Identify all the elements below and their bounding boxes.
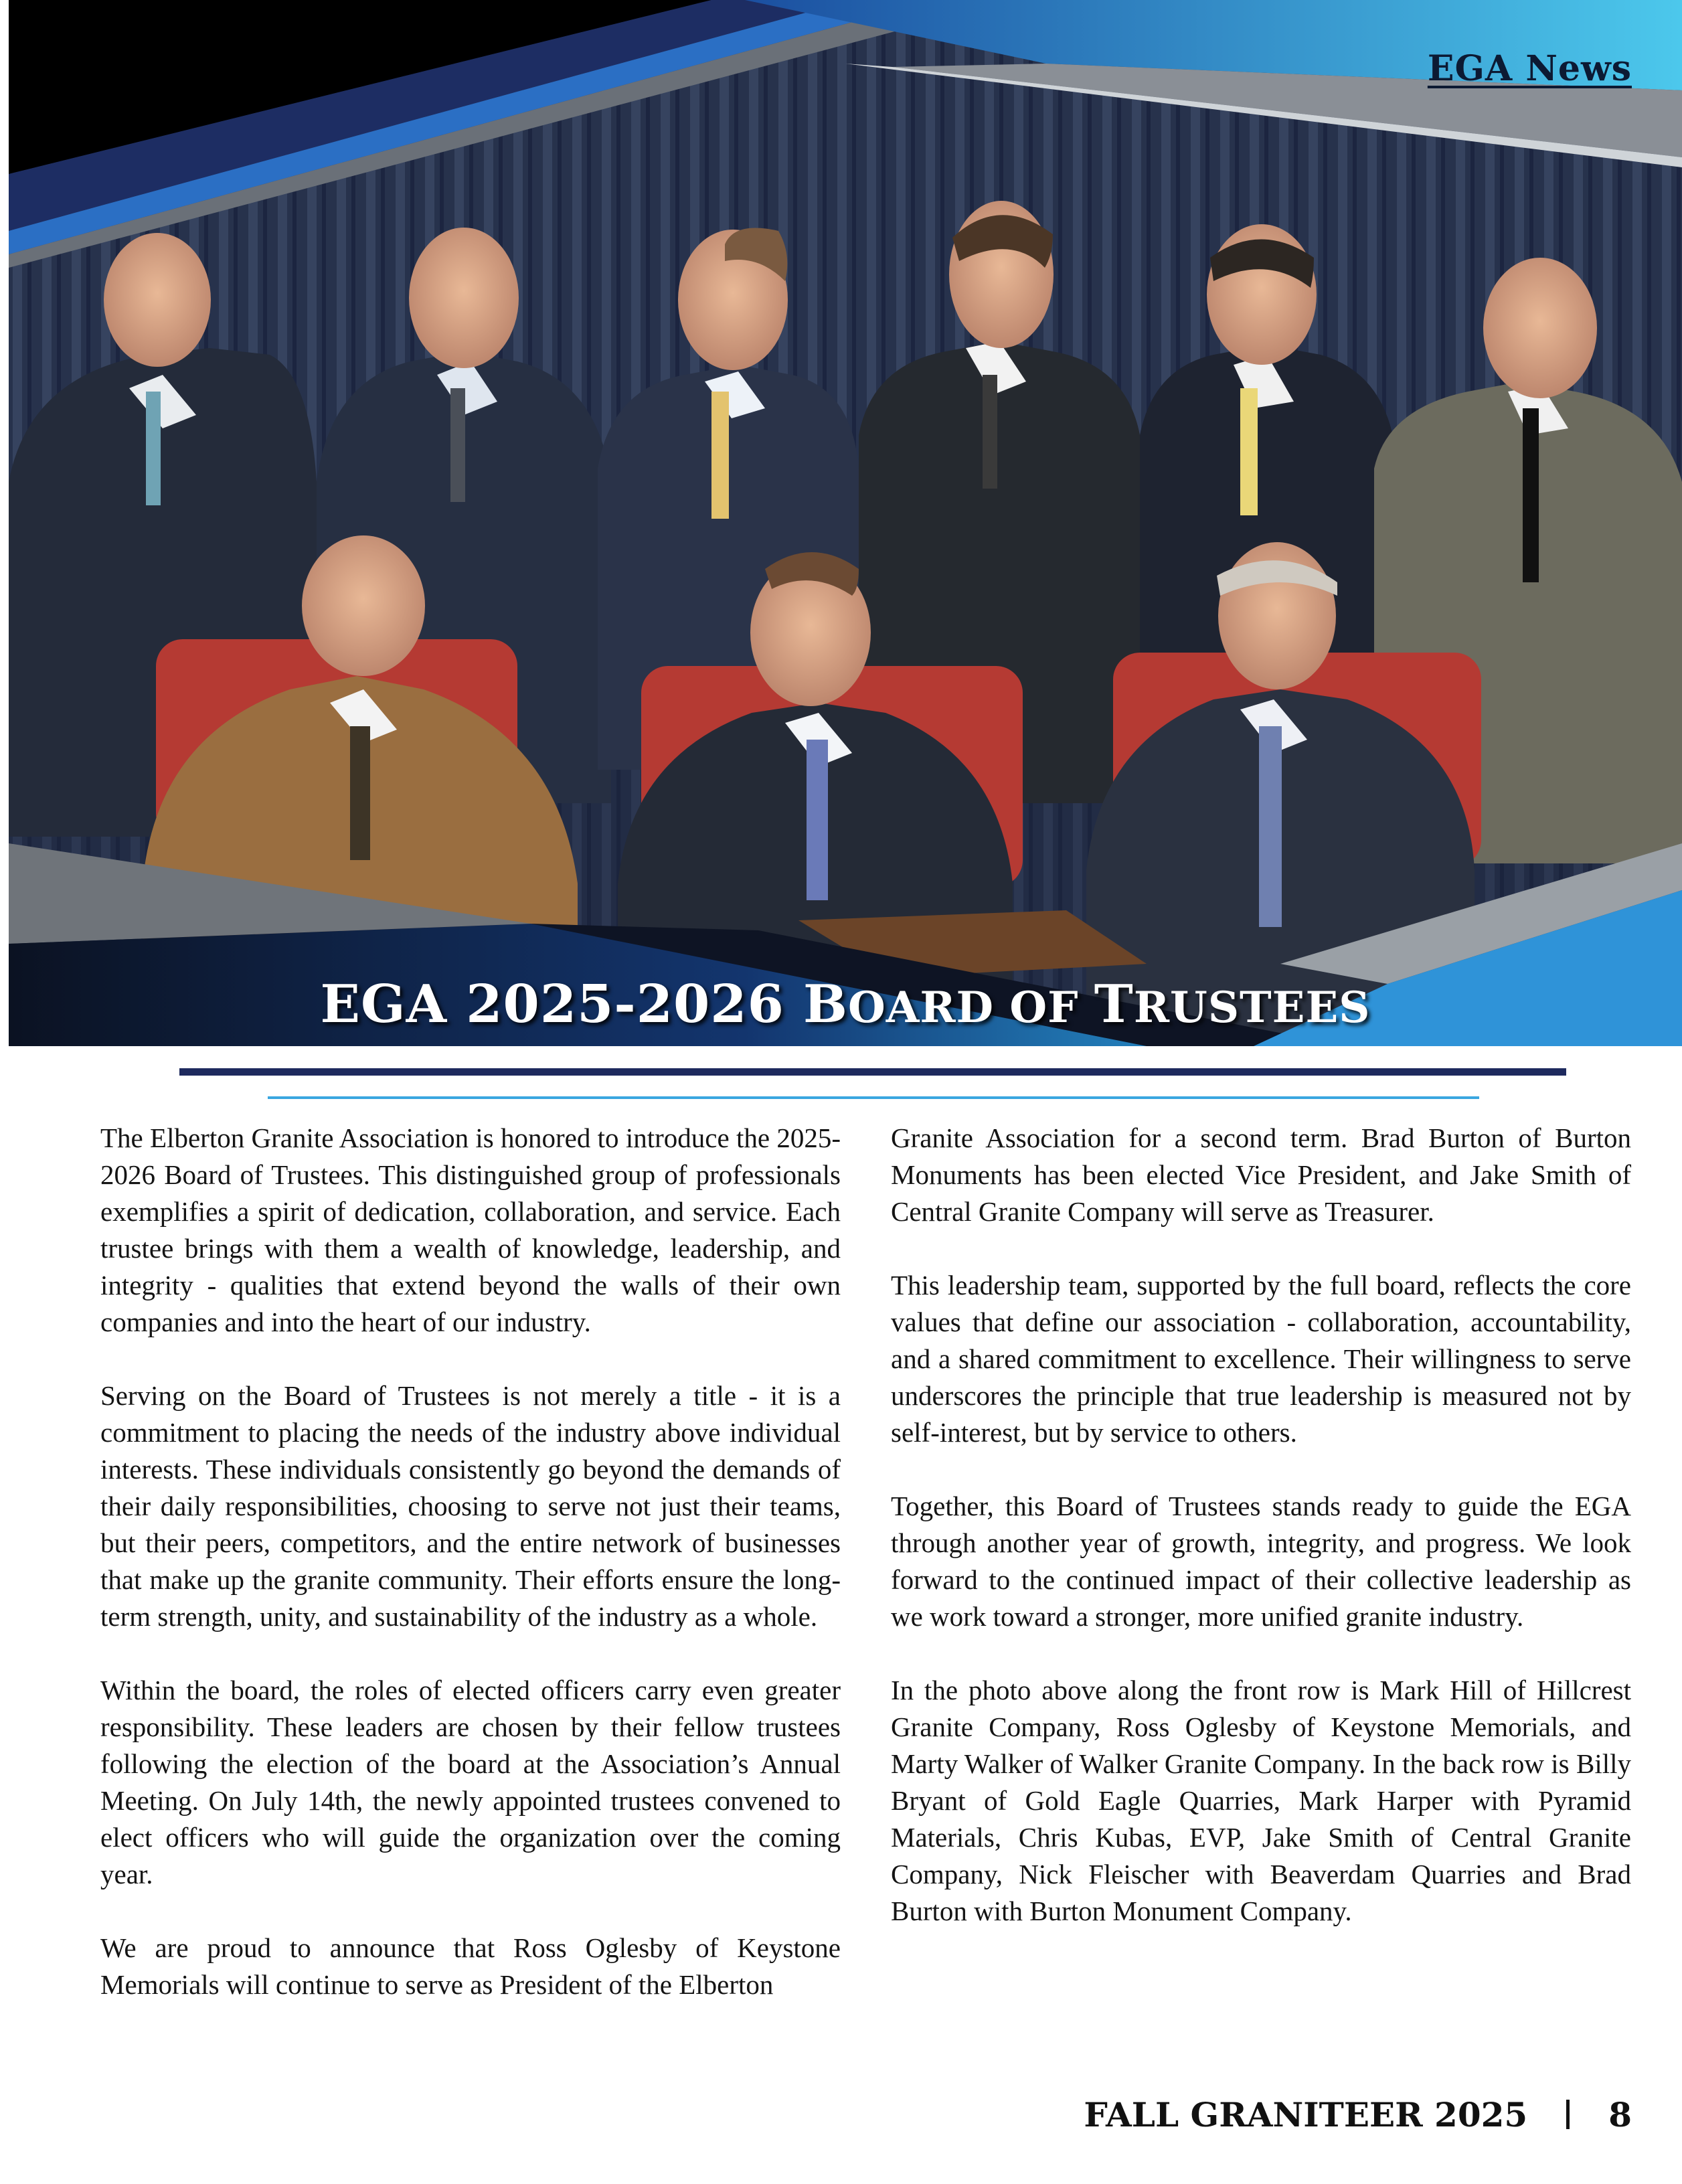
photo-title-rustees: RUSTEES: [1133, 983, 1371, 1033]
paragraph: The Elberton Granite Association is honored to introduce the 2025-2026 Board of Trustees. This distinguished group of professionals exemplifies a spirit of dedication, collaboration, and service. Each trustee brings with them a wealth of knowledge, leadership, and integrity - qualities that extend beyond the walls of their own companies and into the heart of our industry.: [100, 1122, 841, 1337]
article-column-left: [100, 1120, 841, 2040]
article-column-right: [891, 1120, 1631, 1966]
paragraph: Within the board, the roles of elected officers carry even greater responsibility. These leaders are chosen by their fellow trustees following the election of the board at the Association’s Annual Meeting. On July 14th, the newly appointed trustees convened to elect officers who will guide the organization over the coming year.: [100, 1675, 841, 1889]
photo-title-b: B: [803, 974, 848, 1035]
page-number: 8: [1608, 2095, 1632, 2134]
photo-title-of: OF: [1009, 983, 1094, 1033]
photo-title: [9, 974, 1682, 1035]
section-label: EGA News: [1427, 48, 1632, 89]
paragraph: Serving on the Board of Trustees is not merely a title - it is a commitment to placing the needs of the industry above individual interests. These individuals consistently go beyond the demands of their daily responsibilities, choosing to serve not just their teams, but their peers, competitors, and the entire network of businesses that make up the granite community. Their efforts ensure the long-term strength, unity, and sustainability of the industry as a whole.: [100, 1380, 841, 1632]
paragraph: Granite Association for a second term. Brad Burton of Burton Monuments has been elected Vice President, and Jake Smith of Central Granite Company will serve as Treasurer.: [891, 1122, 1631, 1227]
photo-title-prefix: EGA 2025-2026: [320, 974, 803, 1035]
paragraph: In the photo above along the front row is Mark Hill of Hillcrest Granite Company, Ross Oglesby of Keystone Memorials, and Marty Walker of Walker Granite Company. In the back row is Billy Bryant of Gold Eagle Quarries, Mark Harper with Pyramid Materials, Chris Kubas, EVP, Jake Smith of Central Granite Company, Nick Fleischer with Beaverdam Quarries and Brad Burton with Burton Monument Company.: [891, 1675, 1631, 1926]
publication-name: FALL GRANITEER 2025: [1084, 2095, 1528, 2134]
page-footer: [1084, 2095, 1632, 2134]
board-photo: [9, 0, 1682, 1046]
divider-dark: [179, 1068, 1566, 1076]
photo-title-t: T: [1094, 974, 1134, 1035]
paragraph: This leadership team, supported by the full board, reflects the core values that define our association - collaboration, accountability, and a shared commitment to excellence. Their willingness to serve underscores the principle that true leadership is measured not by self-interest, but by service to others.: [891, 1270, 1631, 1448]
paragraph: We are proud to announce that Ross Oglesby of Keystone Memorials will continue to serve as President of the Elberton: [100, 1932, 841, 2000]
photo-title-oard: OARD: [847, 983, 1010, 1033]
divider-light: [268, 1096, 1479, 1099]
hero-photo-banner: [9, 0, 1682, 1046]
paragraph: Together, this Board of Trustees stands ready to guide the EGA through another year of growth, integrity, and progress. We look forward to the continued impact of their collective leadership as we work toward a stronger, more unified granite industry.: [891, 1491, 1631, 1632]
footer-separator: [1566, 2100, 1570, 2129]
